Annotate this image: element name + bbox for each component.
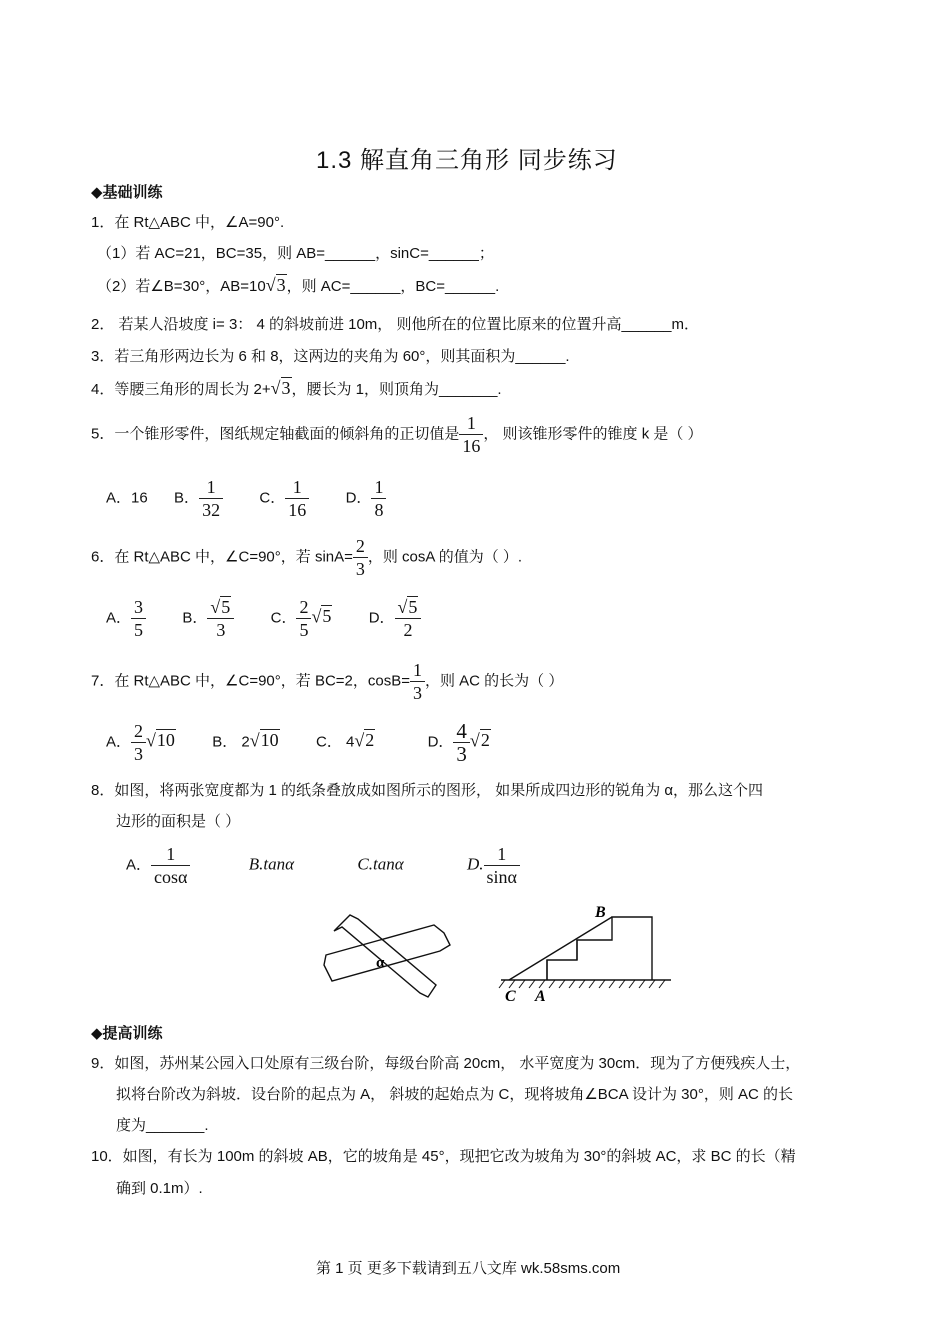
page-title: 1.3 解直角三角形 同步练习 — [316, 147, 618, 174]
q6-fraction: $\frac{2}{3}$ — [353, 535, 368, 580]
ground-hatching — [499, 980, 665, 988]
q5-c-frac: $\frac{1}{16}$ — [285, 476, 309, 521]
q5-fraction: $\frac{1}{16}$ — [459, 412, 483, 457]
q7-option-b: B． 2 — [212, 733, 250, 751]
q5-option-c: C． — [259, 489, 286, 507]
q6-b: ，则 cosA 的值为（ ）. — [367, 548, 523, 566]
q7-c-sqrt: √2 — [354, 730, 375, 751]
alpha-label: α — [376, 955, 385, 971]
q9-line1: 9．如图，苏州某公园入口处原有三级台阶，每级台阶高 20cm， 水平宽度为 30cm．现为了方便残疾人士， — [91, 1055, 801, 1072]
q6-options — [106, 596, 421, 641]
q1-stem: 1．在 Rt△ABC 中，∠A=90°. — [91, 214, 285, 231]
q5-d-frac: $\frac{1}{8}$ — [371, 476, 386, 521]
q7-b-sqrt: √10 — [249, 730, 279, 751]
q8-a-frac: $\frac{1}{\cos\alpha}$ — [151, 843, 190, 888]
q6-option-d: D． — [368, 609, 395, 627]
q6-option-c: C． — [270, 609, 297, 627]
q8-option-b: B.tanα — [248, 854, 295, 874]
q5-option-b: B． — [174, 489, 200, 507]
q7-option-c: C． 4 — [316, 733, 355, 751]
q7-d-frac: $\frac{4}{3}$ — [453, 720, 470, 765]
q5-option-d: D． — [345, 489, 372, 507]
q6-option-a: A． — [106, 609, 132, 627]
q10-line1: 10．如图，有长为 100m 的斜坡 AB，它的坡角是 45°，现把它改为坡角为 30°的斜坡 AC，求 BC 的长（精 — [91, 1148, 796, 1165]
q6-option-b: B． — [182, 609, 208, 627]
q1-part2-a: （2）若∠B=30°，AB=10 — [97, 278, 266, 295]
q6-a-frac: $\frac{3}{5}$ — [131, 596, 146, 641]
q7-option-a: A． — [106, 733, 132, 751]
q6-c-frac: $\frac{2}{5}$ — [296, 596, 311, 641]
q5-option-a: A．16 — [106, 489, 148, 507]
q3: 3．若三角形两边长为 6 和 8，这两边的夹角为 60°，则其面积为______. — [91, 348, 570, 365]
q8-option-a: A． — [126, 856, 152, 874]
q6-c-sqrt: √5 — [311, 606, 332, 627]
q4-a: 4．等腰三角形的周长为 2+ — [91, 381, 271, 398]
q1-part2 — [97, 275, 499, 296]
q6-d-frac: $\frac{√5}{2}$ — [395, 596, 422, 641]
q4-sqrt: √3 — [270, 378, 291, 398]
q10-line2: 确到 0.1m）. — [116, 1180, 203, 1197]
q5-options — [106, 476, 386, 521]
q7-options — [106, 720, 491, 765]
q7-a-sqrt: √10 — [146, 730, 175, 751]
staircase-figure — [495, 900, 675, 1010]
q4 — [91, 378, 502, 399]
q7-b: ，则 AC 的长为（ ） — [425, 672, 564, 690]
q8-line1: 8．如图，将两张宽度都为 1 的纸条叠放成如图所示的图形， 如果所成四边形的锐角为 α，那么这个四 — [91, 782, 764, 799]
point-c-label: C — [505, 988, 516, 1005]
q6-a: 6．在 Rt△ABC 中，∠C=90°，若 sinA= — [91, 548, 353, 566]
q1-sqrt: √3 — [265, 275, 286, 295]
q6-stem — [91, 535, 522, 580]
q6-b-frac: $\frac{√5}{3}$ — [207, 596, 234, 641]
q8-d-frac: $\frac{1}{\sin\alpha}$ — [484, 843, 520, 888]
q8-line2: 边形的面积是（ ） — [116, 813, 241, 830]
point-b-label: B — [595, 904, 606, 921]
q5-a: 5．一个锥形零件，图纸规定轴截面的倾斜角的正切值是 — [91, 425, 460, 443]
q7-fraction: $\frac{1}{3}$ — [410, 659, 425, 704]
q7-d-sqrt: √2 — [469, 730, 490, 751]
q8-options — [126, 843, 520, 888]
q4-b: ，腰长为 1，则顶角为_______. — [291, 381, 502, 398]
q1-part1: （1）若 AC=21，BC=35，则 AB=______，sinC=______； — [97, 245, 494, 262]
q5-b-frac: $\frac{1}{32}$ — [199, 476, 223, 521]
q7-a: 7．在 Rt△ABC 中，∠C=90°，若 BC=2，cosB= — [91, 672, 410, 690]
footer: 第 1 页 更多下载请到五八文库 wk.58sms.com — [316, 1260, 621, 1277]
paper-strips-figure — [316, 905, 456, 1005]
q5-stem — [91, 412, 703, 457]
q8-option-c: C.tanα — [357, 854, 404, 874]
q7-a-frac: $\frac{2}{3}$ — [131, 720, 146, 765]
q7-option-d: D． — [427, 733, 454, 751]
section-basic: ◆基础训练 — [91, 184, 163, 201]
q5-b: ， 则该锥形零件的锥度 k 是（ ） — [483, 425, 703, 443]
section-advanced: ◆提高训练 — [91, 1025, 163, 1042]
q8-option-d: D. — [467, 854, 484, 874]
q7-stem — [91, 659, 563, 704]
point-a-label: A — [535, 988, 546, 1005]
q2: 2． 若某人沿坡度 i= 3： 4 的斜坡前进 10m， 则他所在的位置比原来的位置升高______m． — [91, 316, 700, 333]
q1-part2-b: ，则 AC=______，BC=______. — [286, 278, 500, 295]
q9-line2: 拟将台阶改为斜坡．设台阶的起点为 A， 斜坡的起始点为 C，现将坡角∠BCA 设计为 30°，则 AC 的长 — [116, 1086, 793, 1103]
q9-line3: 度为_______. — [116, 1117, 209, 1134]
